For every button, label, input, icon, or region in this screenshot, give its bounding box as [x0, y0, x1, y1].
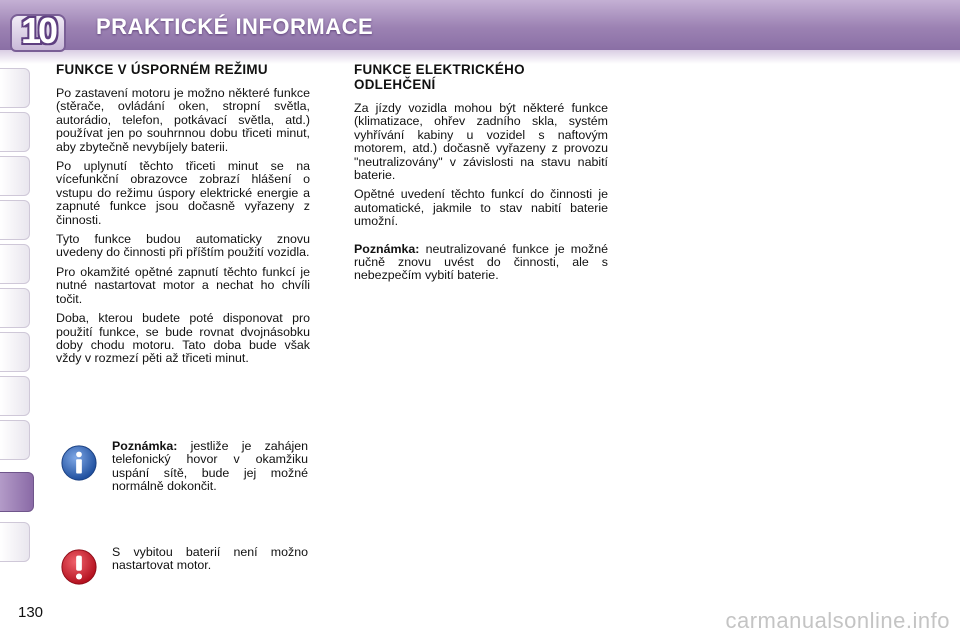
side-tab[interactable]: [0, 68, 30, 108]
warning-note-text: S vybitou baterií není možno nastartovat motor.: [112, 545, 308, 573]
side-chapter-tabs: [0, 62, 34, 582]
left-paragraph: Po zastavení motoru je možno některé funkce (stěrače, ovládání oken, stropní světla, autorádio, telefon, potkávací světla, atd.) používat jen po souhrnnou dobu třiceti minut, aby zbytečně nevybíjely baterii.: [56, 86, 310, 154]
side-tab[interactable]: [0, 112, 30, 152]
right-note-body: neutralizované funkce je možné ručně znovu uvést do činnosti, ale s nebezpečím vybití baterie.: [354, 241, 608, 283]
right-note-label: Poznámka:: [354, 241, 420, 256]
exclamation-icon: [60, 548, 98, 586]
right-column: [354, 62, 608, 289]
left-paragraph: Tyto funkce budou automaticky znovu uvedeny do činnosti při příštím použití vozidla.: [56, 232, 310, 260]
side-tab[interactable]: [0, 522, 30, 562]
side-tab[interactable]: [0, 420, 30, 460]
page-number: 130: [18, 604, 44, 621]
chapter-number: 10: [20, 10, 56, 51]
info-note-label: Poznámka:: [112, 439, 178, 453]
chapter-title: PRAKTICKÉ INFORMACE: [96, 14, 374, 39]
right-note: [354, 243, 608, 283]
watermark: carmanualsonline.info: [725, 608, 950, 633]
left-heading: FUNKCE V ÚSPORNÉM REŽIMU: [56, 62, 268, 77]
left-column: [56, 62, 310, 372]
side-tab[interactable]: [0, 332, 30, 372]
side-tab[interactable]: [0, 244, 30, 284]
side-tab[interactable]: [0, 156, 30, 196]
side-tab[interactable]: [0, 200, 30, 240]
side-tab[interactable]: [0, 376, 30, 416]
left-paragraph: Po uplynutí těchto třiceti minut se na vícefunkční obrazovce zobrazí hlášení o vstupu do režimu úspory elektrické energie a zapnuté funkce jsou dočasně vyřazeny z činnosti.: [56, 159, 310, 227]
right-paragraph: Opětné uvedení těchto funkcí do činnosti je automatické, jakmile to stav nabití baterie umožní.: [354, 187, 608, 229]
info-note-text: [112, 440, 308, 494]
info-icon: [60, 444, 98, 482]
info-note-body: jestliže je zahájen telefonický hovor v okamžiku uspání sítě, bude jej možné normálně dokončit.: [112, 439, 308, 494]
side-tab[interactable]: [0, 288, 30, 328]
right-heading: FUNKCE ELEKTRICKÉHO ODLEHČENÍ: [354, 62, 525, 92]
left-paragraph: Doba, kterou budete poté disponovat pro použití funkce, se bude rovnat dvojnásobku doby chodu motoru. Tato doba bude však vždy v rozmezí pěti až třiceti minut.: [56, 311, 310, 366]
side-tab-active[interactable]: [0, 472, 34, 512]
left-paragraph: Pro okamžité opětné zapnutí těchto funkcí je nutné nastartovat motor a nechat ho chvíli točit.: [56, 264, 310, 306]
right-paragraph: Za jízdy vozidla mohou být některé funkce (klimatizace, ohřev zadního skla, systém vyhřívání kabiny u vozidel s naftovým motorem, atd.) dočasně vyřazeny z provozu "neutralizovány" v závislosti na stavu nabití baterie.: [354, 101, 608, 183]
